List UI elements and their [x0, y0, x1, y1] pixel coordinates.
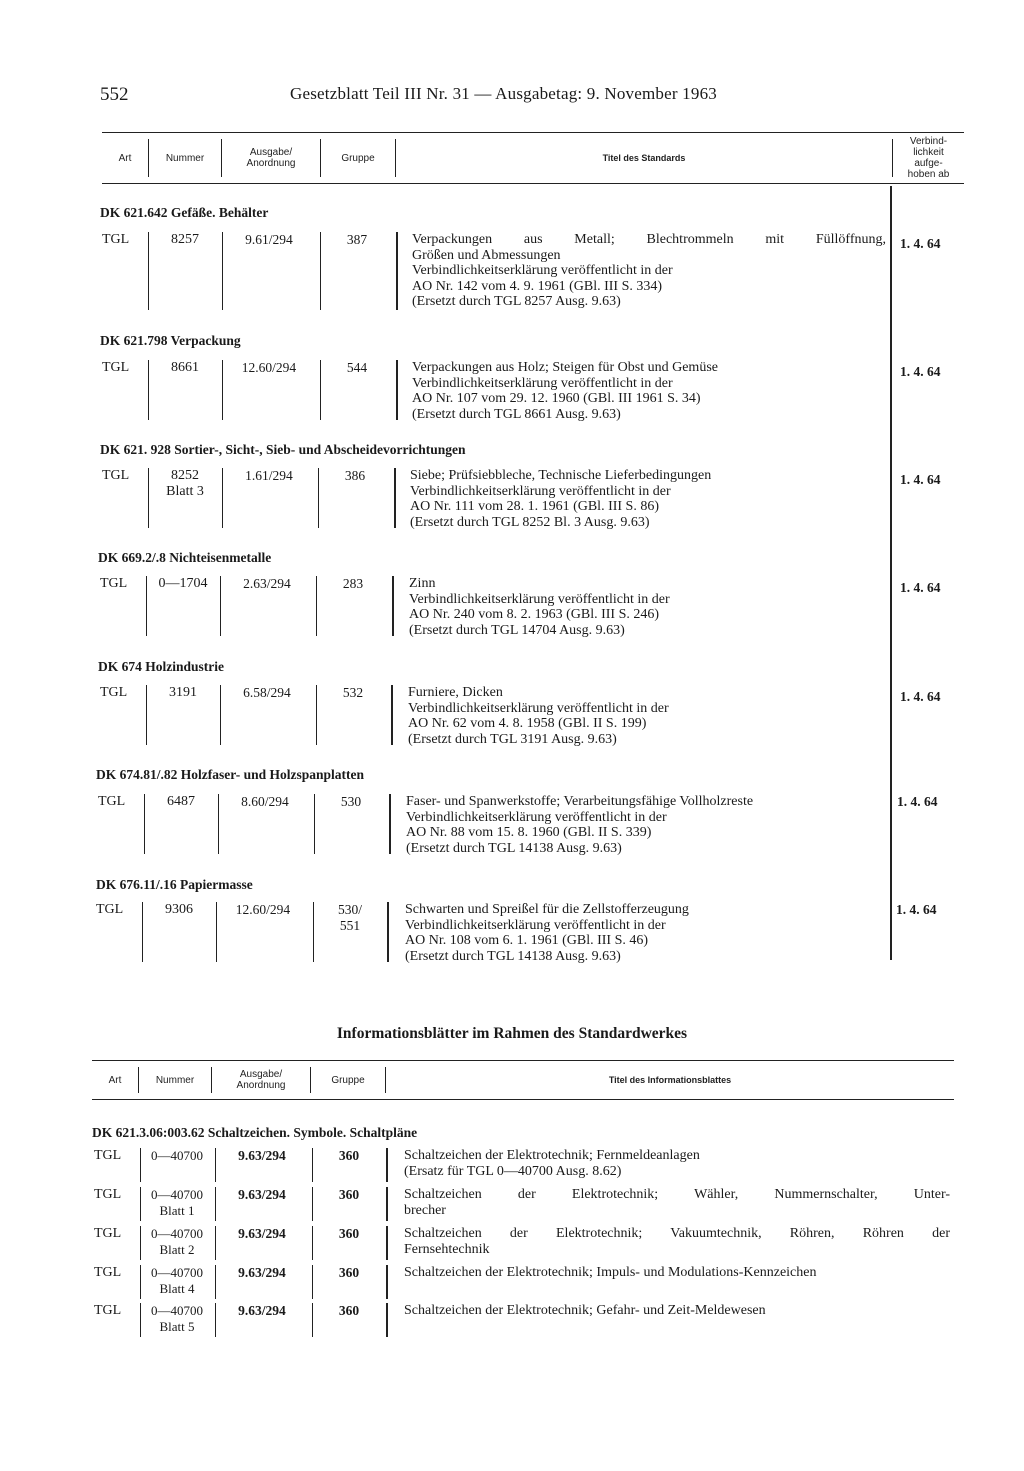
- group-heading: DK 621. 928 Sortier-, Sicht-, Sieb- und Abscheidevorrichtungen: [100, 442, 466, 457]
- table-row: TGL 0—1704 2.63/294 283 Zinn Verbindlichkeitserklärung veröffentlicht in der AO Nr. 240 vom 8. 2. 1963 (GBl. III S. 246) (Ersetzt durch TGL 14704 Ausg. 9.63) 1. 4. 64: [100, 576, 941, 638]
- group-heading: DK 621.3.06:003.62 Schaltzeichen. Symbole. Schaltpläne: [92, 1125, 418, 1140]
- standard-number: 8257: [171, 232, 199, 247]
- col-verbindlichkeit: Verbind- lichkeit aufge- hoben ab: [907, 136, 950, 180]
- group-heading: DK 621.798 Verpackung: [100, 333, 241, 348]
- page-header-title: Gesetzblatt Teil III Nr. 31 — Ausgabetag: 9. November 1963: [290, 84, 717, 103]
- col-titel: Titel des Standards: [602, 152, 686, 163]
- effective-date: 1. 4. 64: [897, 794, 938, 809]
- col-gruppe: Gruppe: [341, 152, 375, 164]
- table-header-info: Art Nummer Ausgabe/ Anordnung Gruppe Titel des Informationsblattes: [92, 1060, 954, 1100]
- info-title: Schaltzeichen der Elektrotechnik; Gefahr- und Zeit-Meldewesen: [404, 1303, 766, 1318]
- group-heading: DK 674 Holzindustrie: [98, 659, 225, 674]
- section-title: Informationsblätter im Rahmen des Standardwerkes: [336, 1025, 688, 1042]
- col-nummer: Nummer: [165, 152, 205, 164]
- table-row: TGL 6487 8.60/294 530 Faser- und Spanwerkstoffe; Verarbeitungsfähige Vollholzreste Verbindlichkeitserklärung veröffentlicht in der AO Nr. 88 vom 15. 8. 1960 (GBl. II S. 339) (Ersetzt durch TGL 14138 Ausg. 9.63) 1. 4. 64: [98, 794, 938, 856]
- table-row: TGL 0—40700 Blatt 4 9.63/294 360 Schaltzeichen der Elektrotechnik; Impuls- und Modulations-Kennzeichen: [0, 1265, 1024, 1301]
- table-row: TGL 8257 9.61/294 387 Verpackungen aus Metall; Blechtrommeln mit Füllöffnung, Größen und Abmessungen Verbindlichkeitserklärung veröffentlicht in der AO Nr. 142 vom 4. 9. 1961 (GBl. III S. 334) (Ersetzt durch TGL 8257 Ausg. 9.63) 1. 4. 64: [102, 232, 941, 309]
- page-number: 552: [100, 84, 129, 105]
- standard-title: Siebe; Prüfsiebbleche, Technische Lieferbedingungen Verbindlichkeitserklärung veröffentlicht in der AO Nr. 111 vom 28. 1. 1961 (GBl. III S. 86) (Ersetzt durch TGL 8252 Bl. 3 Ausg. 9.63): [410, 468, 712, 530]
- standard-title: Verpackungen aus Metall; Blechtrommeln mit Füllöffnung, Größen und Abmessungen Verbindlichkeitserklärung veröffentlicht in der AO Nr. 142 vom 4. 9. 1961 (GBl. III S. 334) (Ersetzt durch TGL 8257 Ausg. 9.63): [412, 232, 886, 309]
- effective-date: 1. 4. 64: [900, 689, 941, 704]
- group-heading: DK 669.2/.8 Nichteisenmetalle: [98, 550, 272, 565]
- table-row: TGL 0—40700 Blatt 2 9.63/294 360 Schaltzeichen der Elektrotechnik; Vakuumtechnik, Röhren, Röhren der Fernsehtechnik: [0, 1226, 1024, 1262]
- effective-date: 1. 4. 64: [900, 472, 941, 487]
- effective-date: 1. 4. 64: [900, 580, 941, 595]
- group-heading: DK 621.642 Gefäße. Behälter: [100, 205, 269, 220]
- effective-date: 1. 4. 64: [900, 364, 941, 379]
- group-heading: DK 674.81/.82 Holzfaser- und Holzspanplatten: [96, 767, 365, 782]
- table-row: TGL 3191 6.58/294 532 Furniere, Dicken Verbindlichkeitserklärung veröffentlicht in der AO Nr. 62 vom 4. 8. 1958 (GBl. II S. 199) (Ersetzt durch TGL 3191 Ausg. 9.63) 1. 4. 64: [100, 685, 941, 747]
- col-art: Art: [118, 152, 132, 164]
- table-row: TGL 0—40700 Blatt 1 9.63/294 360 Schaltzeichen der Elektrotechnik; Wähler, Nummernschalter, Unter- brecher: [0, 1187, 1024, 1223]
- table-row: TGL 9306 12.60/294 530/ 551 Schwarten und Spreißel für die Zellstofferzeugung Verbindlichkeitserklärung veröffentlicht in der AO Nr. 108 vom 6. 1. 1961 (GBl. III S. 46) (Ersetzt durch TGL 14138 Ausg. 9.63) 1. 4. 64: [96, 902, 937, 964]
- info-title: Schaltzeichen der Elektrotechnik; Wähler, Nummernschalter, Unter- brecher: [404, 1187, 950, 1218]
- table-row: TGL 8252 Blatt 3 1.61/294 386 Siebe; Prüfsiebbleche, Technische Lieferbedingungen Verbindlichkeitserklärung veröffentlicht in der AO Nr. 111 vom 28. 1. 1961 (GBl. III S. 86) (Ersetzt durch TGL 8252 Bl. 3 Ausg. 9.63) 1. 4. 64: [102, 468, 941, 530]
- table-header: [102, 132, 964, 184]
- effective-date: 1. 4. 64: [900, 236, 941, 251]
- table-row: TGL 0—40700 Blatt 5 9.63/294 360 Schaltzeichen der Elektrotechnik; Gefahr- und Zeit-Meldewesen: [0, 1303, 1024, 1339]
- group-heading: DK 676.11/.16 Papiermasse: [96, 877, 253, 892]
- standard-title: Faser- und Spanwerkstoffe; Verarbeitungsfähige Vollholzreste Verbindlichkeitserklärung veröffentlicht in der AO Nr. 88 vom 15. 8. 1960 (GBl. II S. 339) (Ersetzt durch TGL 14138 Ausg. 9.63): [406, 794, 754, 856]
- standard-title: Verpackungen aus Holz; Steigen für Obst und Gemüse Verbindlichkeitserklärung veröffentlicht in der AO Nr. 107 vom 29. 12. 1960 (GBl. III 1961 S. 34) (Ersetzt durch TGL 8661 Ausg. 9.63): [412, 360, 718, 422]
- table-row: TGL 8661 12.60/294 544 Verpackungen aus Holz; Steigen für Obst und Gemüse Verbindlichkeitserklärung veröffentlicht in der AO Nr. 107 vom 29. 12. 1960 (GBl. III 1961 S. 34) (Ersetzt durch TGL 8661 Ausg. 9.63) 1. 4. 64: [102, 360, 941, 422]
- info-title: Schaltzeichen der Elektrotechnik; Impuls- und Modulations-Kennzeichen: [404, 1265, 817, 1280]
- effective-date: 1. 4. 64: [896, 902, 937, 917]
- info-title: Schaltzeichen der Elektrotechnik; Vakuumtechnik, Röhren, Röhren der Fernsehtechnik: [404, 1226, 950, 1257]
- col-ausgabe: Ausgabe/ Anordnung: [246, 147, 296, 169]
- table-row: TGL 0—40700 9.63/294 360 Schaltzeichen der Elektrotechnik; Fernmeldeanlagen (Ersatz für TGL 0—40700 Ausg. 8.62): [0, 1148, 1024, 1184]
- standard-title: Zinn Verbindlichkeitserklärung veröffentlicht in der AO Nr. 240 vom 8. 2. 1963 (GBl. III S. 246) (Ersetzt durch TGL 14704 Ausg. 9.63): [409, 576, 670, 638]
- standard-title: Furniere, Dicken Verbindlichkeitserklärung veröffentlicht in der AO Nr. 62 vom 4. 8. 1958 (GBl. II S. 199) (Ersetzt durch TGL 3191 Ausg. 9.63): [408, 685, 669, 747]
- info-title: Schaltzeichen der Elektrotechnik; Fernmeldeanlagen (Ersatz für TGL 0—40700 Ausg. 8.62): [404, 1148, 700, 1179]
- standard-title: Schwarten und Spreißel für die Zellstofferzeugung Verbindlichkeitserklärung veröffentlicht in der AO Nr. 108 vom 6. 1. 1961 (GBl. III S. 46) (Ersetzt durch TGL 14138 Ausg. 9.63): [405, 902, 689, 964]
